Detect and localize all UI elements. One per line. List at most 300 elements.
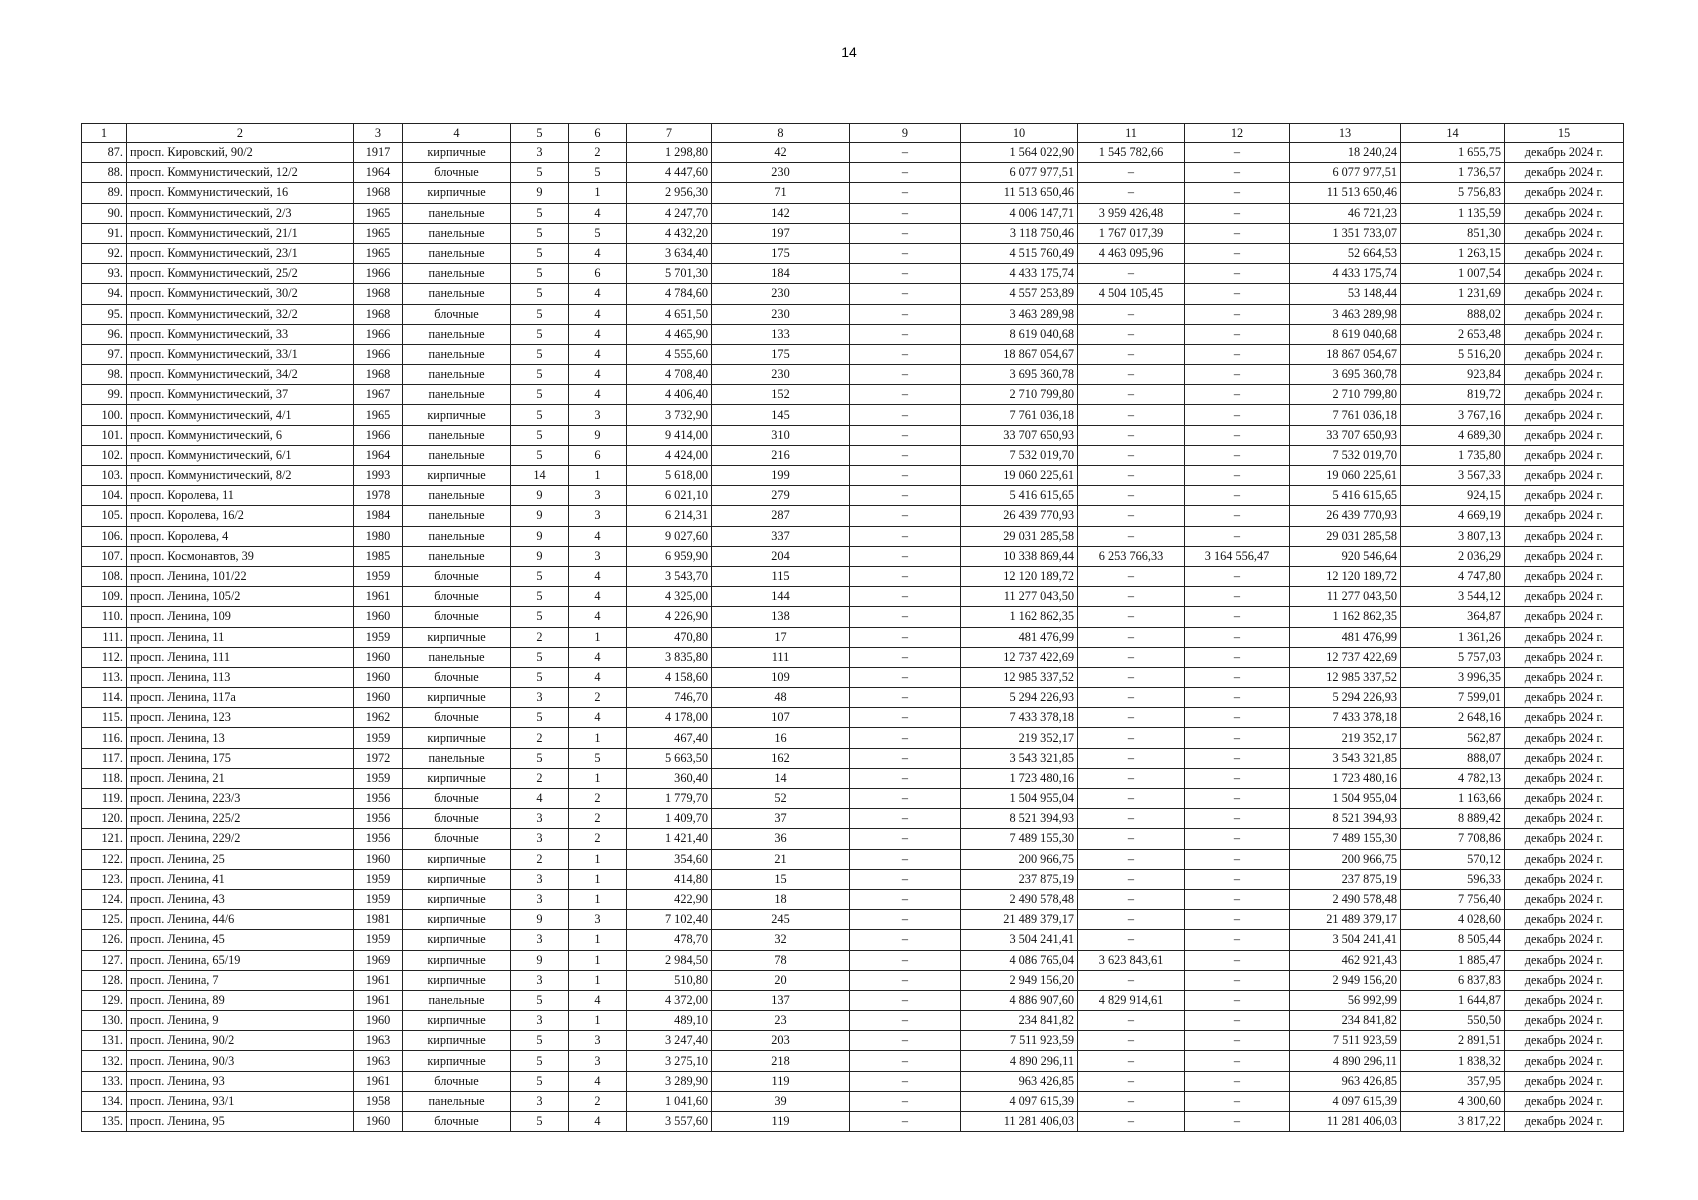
cell-year-built: 1960 <box>354 647 403 667</box>
cell-total-area: 3 732,90 <box>627 405 712 425</box>
cell-col-11-value: – <box>1078 1112 1185 1132</box>
cell-address: просп. Ленина, 95 <box>127 1112 354 1132</box>
cell-total-cost: 19 060 225,61 <box>961 466 1078 486</box>
cell-col-12-value: – <box>1185 405 1290 425</box>
cell-col-9-value: – <box>850 768 961 788</box>
cell-address: просп. Ленина, 13 <box>127 728 354 748</box>
cell-col-13-value: 2 710 799,80 <box>1290 385 1401 405</box>
cell-completion-date: декабрь 2024 г. <box>1505 728 1624 748</box>
cell-wall-material: блочные <box>403 304 511 324</box>
cell-row-number: 95. <box>82 304 127 324</box>
cell-floors: 5 <box>511 1112 569 1132</box>
cell-floors: 5 <box>511 647 569 667</box>
cell-address: просп. Коммунистический, 34/2 <box>127 365 354 385</box>
cell-col-11-value: – <box>1078 385 1185 405</box>
cell-row-number: 119. <box>82 789 127 809</box>
table-row <box>82 910 1624 930</box>
cell-completion-date: декабрь 2024 г. <box>1505 849 1624 869</box>
cell-col-12-value: – <box>1185 304 1290 324</box>
cell-wall-material: кирпичные <box>403 1011 511 1031</box>
cell-entrances: 3 <box>569 405 627 425</box>
cell-specific-cost: 888,02 <box>1401 304 1505 324</box>
cell-col-12-value: – <box>1185 768 1290 788</box>
cell-row-number: 133. <box>82 1071 127 1091</box>
housing-registry-table <box>81 123 1624 1132</box>
cell-wall-material: блочные <box>403 587 511 607</box>
cell-completion-date: декабрь 2024 г. <box>1505 1112 1624 1132</box>
cell-wall-material: панельные <box>403 365 511 385</box>
cell-total-cost: 1 162 862,35 <box>961 607 1078 627</box>
table-row <box>82 425 1624 445</box>
cell-total-area: 4 372,00 <box>627 990 712 1010</box>
cell-specific-cost: 570,12 <box>1401 849 1505 869</box>
cell-residents: 245 <box>712 910 850 930</box>
cell-completion-date: декабрь 2024 г. <box>1505 486 1624 506</box>
table-row <box>82 688 1624 708</box>
cell-total-area: 4 406,40 <box>627 385 712 405</box>
cell-col-9-value: – <box>850 667 961 687</box>
cell-col-9-value: – <box>850 990 961 1010</box>
cell-year-built: 1993 <box>354 466 403 486</box>
cell-col-11-value: – <box>1078 869 1185 889</box>
cell-total-area: 2 984,50 <box>627 950 712 970</box>
cell-col-11-value: – <box>1078 304 1185 324</box>
cell-floors: 9 <box>511 546 569 566</box>
cell-floors: 2 <box>511 849 569 869</box>
cell-entrances: 1 <box>569 849 627 869</box>
cell-wall-material: кирпичные <box>403 1031 511 1051</box>
cell-total-cost: 3 463 289,98 <box>961 304 1078 324</box>
cell-residents: 115 <box>712 566 850 586</box>
cell-specific-cost: 3 996,35 <box>1401 667 1505 687</box>
cell-completion-date: декабрь 2024 г. <box>1505 243 1624 263</box>
cell-row-number: 103. <box>82 466 127 486</box>
cell-col-9-value: – <box>850 344 961 364</box>
cell-residents: 216 <box>712 445 850 465</box>
table-row <box>82 324 1624 344</box>
table-row <box>82 849 1624 869</box>
cell-col-12-value: – <box>1185 223 1290 243</box>
cell-residents: 199 <box>712 466 850 486</box>
cell-entrances: 4 <box>569 587 627 607</box>
cell-total-cost: 18 867 054,67 <box>961 344 1078 364</box>
table-body <box>82 143 1624 1132</box>
cell-residents: 230 <box>712 365 850 385</box>
cell-col-13-value: 46 721,23 <box>1290 203 1401 223</box>
cell-completion-date: декабрь 2024 г. <box>1505 789 1624 809</box>
cell-row-number: 116. <box>82 728 127 748</box>
cell-total-area: 4 708,40 <box>627 365 712 385</box>
cell-specific-cost: 4 300,60 <box>1401 1091 1505 1111</box>
cell-entrances: 6 <box>569 264 627 284</box>
cell-col-9-value: – <box>850 970 961 990</box>
cell-address: просп. Коммунистический, 37 <box>127 385 354 405</box>
cell-col-13-value: 7 433 378,18 <box>1290 708 1401 728</box>
cell-row-number: 96. <box>82 324 127 344</box>
cell-row-number: 126. <box>82 930 127 950</box>
table-row <box>82 506 1624 526</box>
cell-address: просп. Коммунистический, 6/1 <box>127 445 354 465</box>
cell-specific-cost: 1 163,66 <box>1401 789 1505 809</box>
column-header-5: 5 <box>511 124 569 143</box>
cell-row-number: 128. <box>82 970 127 990</box>
cell-residents: 14 <box>712 768 850 788</box>
cell-col-9-value: – <box>850 1112 961 1132</box>
cell-address: просп. Коммунистический, 16 <box>127 183 354 203</box>
cell-total-area: 414,80 <box>627 869 712 889</box>
cell-col-13-value: 462 921,43 <box>1290 950 1401 970</box>
cell-col-11-value: – <box>1078 1091 1185 1111</box>
cell-col-11-value: – <box>1078 405 1185 425</box>
cell-row-number: 100. <box>82 405 127 425</box>
cell-col-11-value: – <box>1078 425 1185 445</box>
cell-total-area: 3 557,60 <box>627 1112 712 1132</box>
cell-col-11-value: – <box>1078 970 1185 990</box>
cell-year-built: 1966 <box>354 344 403 364</box>
cell-col-9-value: – <box>850 1071 961 1091</box>
cell-floors: 5 <box>511 243 569 263</box>
cell-row-number: 127. <box>82 950 127 970</box>
cell-col-9-value: – <box>850 647 961 667</box>
cell-total-area: 510,80 <box>627 970 712 990</box>
column-header-6: 6 <box>569 124 627 143</box>
cell-address: просп. Ленина, 225/2 <box>127 809 354 829</box>
cell-address: просп. Ленина, 113 <box>127 667 354 687</box>
table-row <box>82 1091 1624 1111</box>
cell-row-number: 111. <box>82 627 127 647</box>
cell-wall-material: кирпичные <box>403 466 511 486</box>
cell-floors: 5 <box>511 264 569 284</box>
cell-entrances: 4 <box>569 385 627 405</box>
cell-col-13-value: 2 949 156,20 <box>1290 970 1401 990</box>
cell-specific-cost: 2 648,16 <box>1401 708 1505 728</box>
cell-address: просп. Ленина, 223/3 <box>127 789 354 809</box>
cell-col-11-value: – <box>1078 365 1185 385</box>
cell-address: просп. Ленина, 45 <box>127 930 354 950</box>
cell-year-built: 1960 <box>354 1011 403 1031</box>
cell-col-11-value: – <box>1078 849 1185 869</box>
cell-year-built: 1984 <box>354 506 403 526</box>
cell-col-13-value: 4 433 175,74 <box>1290 264 1401 284</box>
cell-completion-date: декабрь 2024 г. <box>1505 183 1624 203</box>
cell-address: просп. Ленина, 229/2 <box>127 829 354 849</box>
cell-col-13-value: 963 426,85 <box>1290 1071 1401 1091</box>
cell-completion-date: декабрь 2024 г. <box>1505 163 1624 183</box>
cell-row-number: 118. <box>82 768 127 788</box>
cell-col-12-value: – <box>1185 264 1290 284</box>
cell-total-area: 1 041,60 <box>627 1091 712 1111</box>
cell-residents: 17 <box>712 627 850 647</box>
cell-col-13-value: 7 532 019,70 <box>1290 445 1401 465</box>
cell-total-cost: 29 031 285,58 <box>961 526 1078 546</box>
cell-row-number: 101. <box>82 425 127 445</box>
cell-entrances: 5 <box>569 163 627 183</box>
cell-residents: 279 <box>712 486 850 506</box>
cell-col-12-value: – <box>1185 910 1290 930</box>
cell-entrances: 4 <box>569 607 627 627</box>
cell-total-area: 4 447,60 <box>627 163 712 183</box>
cell-completion-date: декабрь 2024 г. <box>1505 445 1624 465</box>
cell-total-cost: 234 841,82 <box>961 1011 1078 1031</box>
cell-total-area: 9 027,60 <box>627 526 712 546</box>
cell-row-number: 87. <box>82 143 127 163</box>
cell-total-area: 478,70 <box>627 930 712 950</box>
cell-col-11-value: – <box>1078 264 1185 284</box>
cell-col-12-value: – <box>1185 1011 1290 1031</box>
cell-floors: 5 <box>511 324 569 344</box>
cell-completion-date: декабрь 2024 г. <box>1505 809 1624 829</box>
cell-total-cost: 12 120 189,72 <box>961 566 1078 586</box>
cell-col-9-value: – <box>850 809 961 829</box>
cell-floors: 5 <box>511 566 569 586</box>
cell-row-number: 121. <box>82 829 127 849</box>
cell-completion-date: декабрь 2024 г. <box>1505 627 1624 647</box>
cell-specific-cost: 5 757,03 <box>1401 647 1505 667</box>
cell-entrances: 2 <box>569 143 627 163</box>
cell-wall-material: кирпичные <box>403 1051 511 1071</box>
cell-col-9-value: – <box>850 405 961 425</box>
cell-total-cost: 11 277 043,50 <box>961 587 1078 607</box>
cell-floors: 5 <box>511 990 569 1010</box>
cell-total-cost: 237 875,19 <box>961 869 1078 889</box>
cell-specific-cost: 562,87 <box>1401 728 1505 748</box>
cell-total-cost: 3 504 241,41 <box>961 930 1078 950</box>
cell-floors: 5 <box>511 1071 569 1091</box>
cell-col-11-value: – <box>1078 526 1185 546</box>
cell-total-area: 3 634,40 <box>627 243 712 263</box>
cell-floors: 5 <box>511 748 569 768</box>
cell-col-12-value: – <box>1185 284 1290 304</box>
cell-col-13-value: 6 077 977,51 <box>1290 163 1401 183</box>
cell-residents: 107 <box>712 708 850 728</box>
cell-completion-date: декабрь 2024 г. <box>1505 889 1624 909</box>
cell-completion-date: декабрь 2024 г. <box>1505 223 1624 243</box>
table-row <box>82 486 1624 506</box>
cell-address: просп. Королева, 4 <box>127 526 354 546</box>
table-row <box>82 264 1624 284</box>
cell-col-13-value: 52 664,53 <box>1290 243 1401 263</box>
table-row <box>82 930 1624 950</box>
cell-total-cost: 7 511 923,59 <box>961 1031 1078 1051</box>
cell-total-area: 3 835,80 <box>627 647 712 667</box>
cell-total-area: 4 651,50 <box>627 304 712 324</box>
table-row <box>82 223 1624 243</box>
cell-floors: 5 <box>511 708 569 728</box>
cell-residents: 175 <box>712 344 850 364</box>
cell-total-area: 4 247,70 <box>627 203 712 223</box>
cell-address: просп. Ленина, 109 <box>127 607 354 627</box>
cell-year-built: 1961 <box>354 990 403 1010</box>
cell-floors: 3 <box>511 930 569 950</box>
cell-specific-cost: 1 838,32 <box>1401 1051 1505 1071</box>
cell-wall-material: панельные <box>403 990 511 1010</box>
cell-wall-material: кирпичные <box>403 849 511 869</box>
cell-completion-date: декабрь 2024 г. <box>1505 365 1624 385</box>
cell-total-cost: 12 737 422,69 <box>961 647 1078 667</box>
table-row <box>82 950 1624 970</box>
cell-total-cost: 2 710 799,80 <box>961 385 1078 405</box>
cell-completion-date: декабрь 2024 г. <box>1505 607 1624 627</box>
cell-wall-material: кирпичные <box>403 889 511 909</box>
cell-entrances: 1 <box>569 728 627 748</box>
cell-col-12-value: – <box>1185 748 1290 768</box>
cell-completion-date: декабрь 2024 г. <box>1505 546 1624 566</box>
cell-row-number: 91. <box>82 223 127 243</box>
cell-residents: 138 <box>712 607 850 627</box>
cell-wall-material: блочные <box>403 607 511 627</box>
cell-col-13-value: 4 097 615,39 <box>1290 1091 1401 1111</box>
cell-total-area: 1 298,80 <box>627 143 712 163</box>
column-header-1: 1 <box>82 124 127 143</box>
cell-residents: 18 <box>712 889 850 909</box>
cell-residents: 203 <box>712 1031 850 1051</box>
cell-address: просп. Ленина, 90/2 <box>127 1031 354 1051</box>
cell-floors: 9 <box>511 950 569 970</box>
cell-specific-cost: 1 231,69 <box>1401 284 1505 304</box>
cell-floors: 9 <box>511 526 569 546</box>
cell-entrances: 1 <box>569 627 627 647</box>
table-row <box>82 970 1624 990</box>
cell-address: просп. Ленина, 25 <box>127 849 354 869</box>
cell-col-9-value: – <box>850 930 961 950</box>
cell-wall-material: панельные <box>403 506 511 526</box>
cell-row-number: 134. <box>82 1091 127 1111</box>
table-row <box>82 344 1624 364</box>
cell-year-built: 1960 <box>354 607 403 627</box>
cell-specific-cost: 888,07 <box>1401 748 1505 768</box>
cell-specific-cost: 1 263,15 <box>1401 243 1505 263</box>
cell-col-12-value: – <box>1185 324 1290 344</box>
cell-completion-date: декабрь 2024 г. <box>1505 385 1624 405</box>
cell-col-12-value: – <box>1185 627 1290 647</box>
cell-col-11-value: – <box>1078 789 1185 809</box>
cell-col-9-value: – <box>850 466 961 486</box>
cell-floors: 5 <box>511 304 569 324</box>
cell-residents: 42 <box>712 143 850 163</box>
cell-total-area: 9 414,00 <box>627 425 712 445</box>
cell-specific-cost: 3 567,33 <box>1401 466 1505 486</box>
cell-col-9-value: – <box>850 587 961 607</box>
cell-col-9-value: – <box>850 688 961 708</box>
cell-year-built: 1967 <box>354 385 403 405</box>
cell-floors: 5 <box>511 365 569 385</box>
table-header-row <box>82 124 1624 143</box>
cell-specific-cost: 6 837,83 <box>1401 970 1505 990</box>
cell-completion-date: декабрь 2024 г. <box>1505 284 1624 304</box>
cell-total-area: 5 663,50 <box>627 748 712 768</box>
cell-col-9-value: – <box>850 284 961 304</box>
column-header-14: 14 <box>1401 124 1505 143</box>
cell-specific-cost: 851,30 <box>1401 223 1505 243</box>
cell-total-cost: 11 513 650,46 <box>961 183 1078 203</box>
cell-specific-cost: 819,72 <box>1401 385 1505 405</box>
cell-total-cost: 4 557 253,89 <box>961 284 1078 304</box>
cell-total-area: 1 779,70 <box>627 789 712 809</box>
cell-wall-material: блочные <box>403 667 511 687</box>
cell-entrances: 2 <box>569 789 627 809</box>
cell-entrances: 2 <box>569 829 627 849</box>
cell-year-built: 1966 <box>354 425 403 445</box>
cell-entrances: 4 <box>569 284 627 304</box>
cell-address: просп. Коммунистический, 33/1 <box>127 344 354 364</box>
cell-residents: 218 <box>712 1051 850 1071</box>
table-row <box>82 405 1624 425</box>
cell-specific-cost: 1 885,47 <box>1401 950 1505 970</box>
cell-address: просп. Ленина, 43 <box>127 889 354 909</box>
cell-col-9-value: – <box>850 869 961 889</box>
cell-address: просп. Коммунистический, 12/2 <box>127 163 354 183</box>
cell-completion-date: декабрь 2024 г. <box>1505 344 1624 364</box>
cell-specific-cost: 596,33 <box>1401 869 1505 889</box>
cell-completion-date: декабрь 2024 г. <box>1505 748 1624 768</box>
cell-col-9-value: – <box>850 789 961 809</box>
cell-total-area: 4 465,90 <box>627 324 712 344</box>
cell-col-13-value: 11 513 650,46 <box>1290 183 1401 203</box>
cell-year-built: 1968 <box>354 304 403 324</box>
cell-residents: 162 <box>712 748 850 768</box>
cell-col-11-value: – <box>1078 930 1185 950</box>
cell-floors: 4 <box>511 789 569 809</box>
cell-col-9-value: – <box>850 950 961 970</box>
cell-residents: 230 <box>712 284 850 304</box>
cell-entrances: 1 <box>569 889 627 909</box>
cell-col-13-value: 1 351 733,07 <box>1290 223 1401 243</box>
cell-total-area: 5 701,30 <box>627 264 712 284</box>
cell-address: просп. Ленина, 175 <box>127 748 354 768</box>
cell-specific-cost: 4 689,30 <box>1401 425 1505 445</box>
cell-address: просп. Кировский, 90/2 <box>127 143 354 163</box>
cell-year-built: 1917 <box>354 143 403 163</box>
cell-entrances: 3 <box>569 486 627 506</box>
cell-col-9-value: – <box>850 243 961 263</box>
cell-completion-date: декабрь 2024 г. <box>1505 768 1624 788</box>
cell-total-cost: 1 564 022,90 <box>961 143 1078 163</box>
cell-residents: 15 <box>712 869 850 889</box>
cell-wall-material: кирпичные <box>403 930 511 950</box>
cell-entrances: 4 <box>569 243 627 263</box>
cell-address: просп. Коммунистический, 8/2 <box>127 466 354 486</box>
cell-year-built: 1966 <box>354 324 403 344</box>
cell-col-9-value: – <box>850 849 961 869</box>
cell-floors: 5 <box>511 203 569 223</box>
cell-total-area: 4 325,00 <box>627 587 712 607</box>
cell-floors: 3 <box>511 688 569 708</box>
table-row <box>82 809 1624 829</box>
cell-total-cost: 7 489 155,30 <box>961 829 1078 849</box>
cell-col-13-value: 33 707 650,93 <box>1290 425 1401 445</box>
cell-residents: 204 <box>712 546 850 566</box>
cell-year-built: 1959 <box>354 768 403 788</box>
cell-year-built: 1959 <box>354 566 403 586</box>
table-row <box>82 1011 1624 1031</box>
cell-col-13-value: 200 966,75 <box>1290 849 1401 869</box>
cell-floors: 5 <box>511 284 569 304</box>
cell-col-12-value: – <box>1185 1071 1290 1091</box>
cell-total-cost: 4 433 175,74 <box>961 264 1078 284</box>
cell-col-13-value: 5 294 226,93 <box>1290 688 1401 708</box>
cell-col-11-value: – <box>1078 466 1185 486</box>
cell-wall-material: кирпичные <box>403 627 511 647</box>
cell-completion-date: декабрь 2024 г. <box>1505 264 1624 284</box>
cell-residents: 23 <box>712 1011 850 1031</box>
cell-col-12-value: – <box>1185 869 1290 889</box>
cell-col-9-value: – <box>850 304 961 324</box>
column-header-3: 3 <box>354 124 403 143</box>
cell-year-built: 1961 <box>354 587 403 607</box>
cell-col-13-value: 8 619 040,68 <box>1290 324 1401 344</box>
cell-specific-cost: 923,84 <box>1401 365 1505 385</box>
cell-col-12-value: – <box>1185 143 1290 163</box>
